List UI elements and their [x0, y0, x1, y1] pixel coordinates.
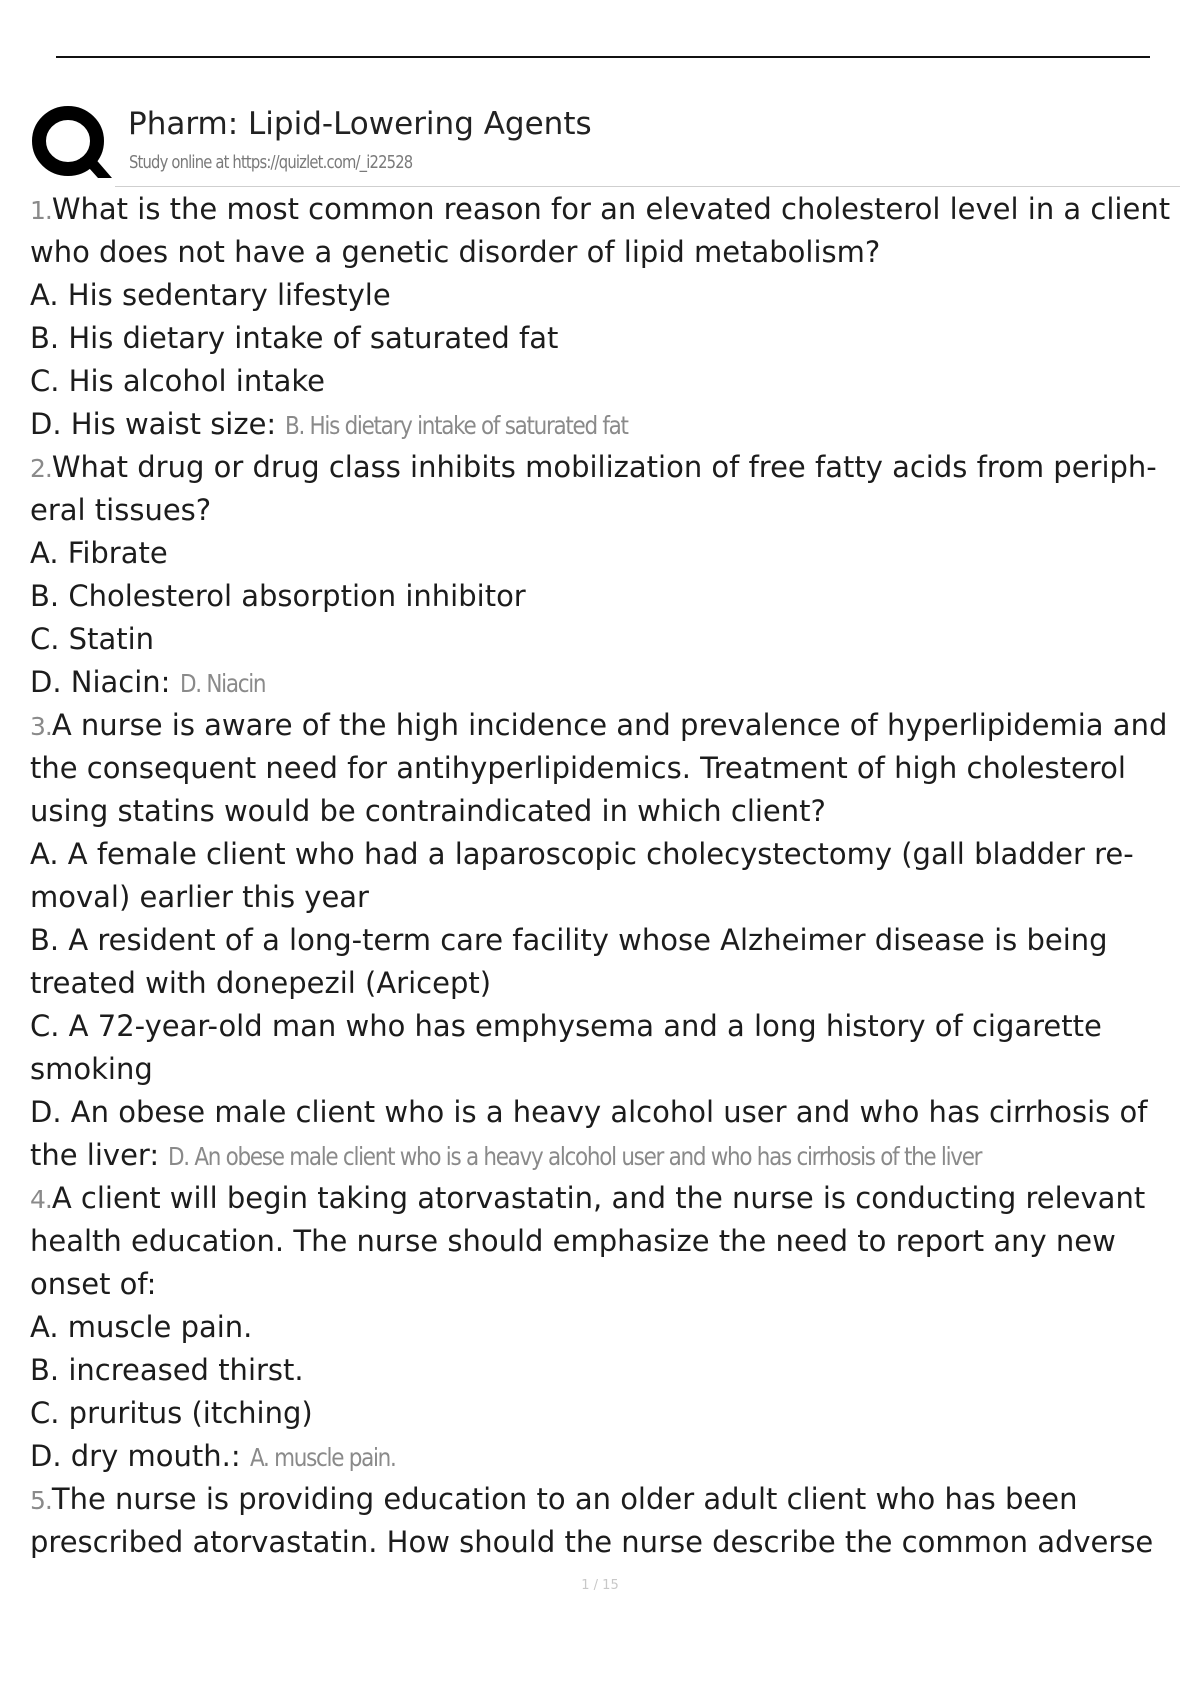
- question-3-option-b-line-2: treated with donepezil (Aricept): [30, 966, 492, 1000]
- question-4-option-b: B. increased thirst.: [30, 1353, 304, 1387]
- question-4-stem-line-1: 4.A client will begin taking atorvastatin, and the nurse is conducting relevant: [30, 1181, 1146, 1215]
- question-3-option-c-line-2: smoking: [30, 1052, 153, 1086]
- study-online-link[interactable]: Study online at https://quizlet.com/_i22528: [129, 152, 413, 173]
- question-number: 2.: [30, 454, 52, 483]
- question-2-option-a: A. Fibrate: [30, 536, 168, 570]
- question-3-stem-line-2: the consequent need for antihyperlipidemics. Treatment of high cholesterol: [30, 751, 1126, 785]
- question-4-stem-line-3: onset of:: [30, 1267, 157, 1301]
- question-4-option-c: C. pruritus (itching): [30, 1396, 313, 1430]
- question-4-option-d: D. dry mouth.: A. muscle pain.: [30, 1435, 1190, 1478]
- question-4-answer: A. muscle pain.: [249, 1443, 396, 1472]
- question-3-option-d-line-2: the liver: D. An obese male client who is a heavy alcohol user and who has cirrhosis of the liver: [30, 1134, 1190, 1177]
- question-5-stem-line-1: 5.The nurse is providing education to an older adult client who has been: [30, 1482, 1078, 1516]
- quizlet-q-logo-icon: [32, 104, 112, 184]
- question-1-option-b: B. His dietary intake of saturated fat: [30, 321, 559, 355]
- question-4-stem-line-2: health education. The nurse should emphasize the need to report any new: [30, 1224, 1116, 1258]
- question-2-option-c: C. Statin: [30, 622, 155, 656]
- question-number: 5.: [30, 1486, 52, 1515]
- question-4-option-a: A. muscle pain.: [30, 1310, 253, 1344]
- question-3-answer: D. An obese male client who is a heavy alcohol user and who has cirrhosis of the liver: [168, 1142, 982, 1171]
- question-1-option-d: D. His waist size: B. His dietary intake of saturated fat: [30, 403, 1190, 446]
- question-3-stem-line-3: using statins would be contraindicated in which client?: [30, 794, 826, 828]
- question-3-option-c-line-1: C. A 72-year-old man who has emphysema and a long history of cigarette: [30, 1009, 1102, 1043]
- question-3-option-d-line-1: D. An obese male client who is a heavy alcohol user and who has cirrhosis of: [30, 1095, 1148, 1129]
- question-number: 4.: [30, 1185, 52, 1214]
- question-2-stem-line-1: 2.What drug or drug class inhibits mobilization of free fatty acids from periph-: [30, 450, 1157, 484]
- top-rule: [56, 56, 1150, 58]
- question-5-stem-line-2: prescribed atorvastatin. How should the nurse describe the common adverse: [30, 1525, 1154, 1559]
- question-2-option-d: D. Niacin: D. Niacin: [30, 661, 1190, 704]
- question-2-stem-line-2: eral tissues?: [30, 493, 212, 527]
- question-2-answer: D. Niacin: [179, 669, 265, 698]
- question-1-option-c: C. His alcohol intake: [30, 364, 325, 398]
- question-3-stem-line-1: 3.A nurse is aware of the high incidence and prevalence of hyperlipidemia and: [30, 708, 1168, 742]
- question-list: [30, 188, 1190, 1564]
- question-number: 3.: [30, 712, 52, 741]
- question-3-option-a-line-2: moval) earlier this year: [30, 880, 369, 914]
- question-1-option-a: A. His sedentary lifestyle: [30, 278, 391, 312]
- question-3-option-b-line-1: B. A resident of a long-term care facility whose Alzheimer disease is being: [30, 923, 1108, 957]
- page-number: 1 / 15: [581, 1578, 619, 1593]
- question-1-stem-line-2: who does not have a genetic disorder of lipid metabolism?: [30, 235, 881, 269]
- question-number: 1.: [30, 196, 52, 225]
- header-divider: [115, 186, 1180, 187]
- document-header: [32, 100, 1182, 184]
- question-1-stem-line-1: 1.What is the most common reason for an elevated cholesterol level in a client: [30, 192, 1171, 226]
- question-1-answer: B. His dietary intake of saturated fat: [285, 411, 629, 440]
- question-3-option-a-line-1: A. A female client who had a laparoscopic cholecystectomy (gall bladder re-: [30, 837, 1134, 871]
- page-title: Pharm: Lipid-Lowering Agents: [128, 106, 592, 142]
- question-2-option-b: B. Cholesterol absorption inhibitor: [30, 579, 526, 613]
